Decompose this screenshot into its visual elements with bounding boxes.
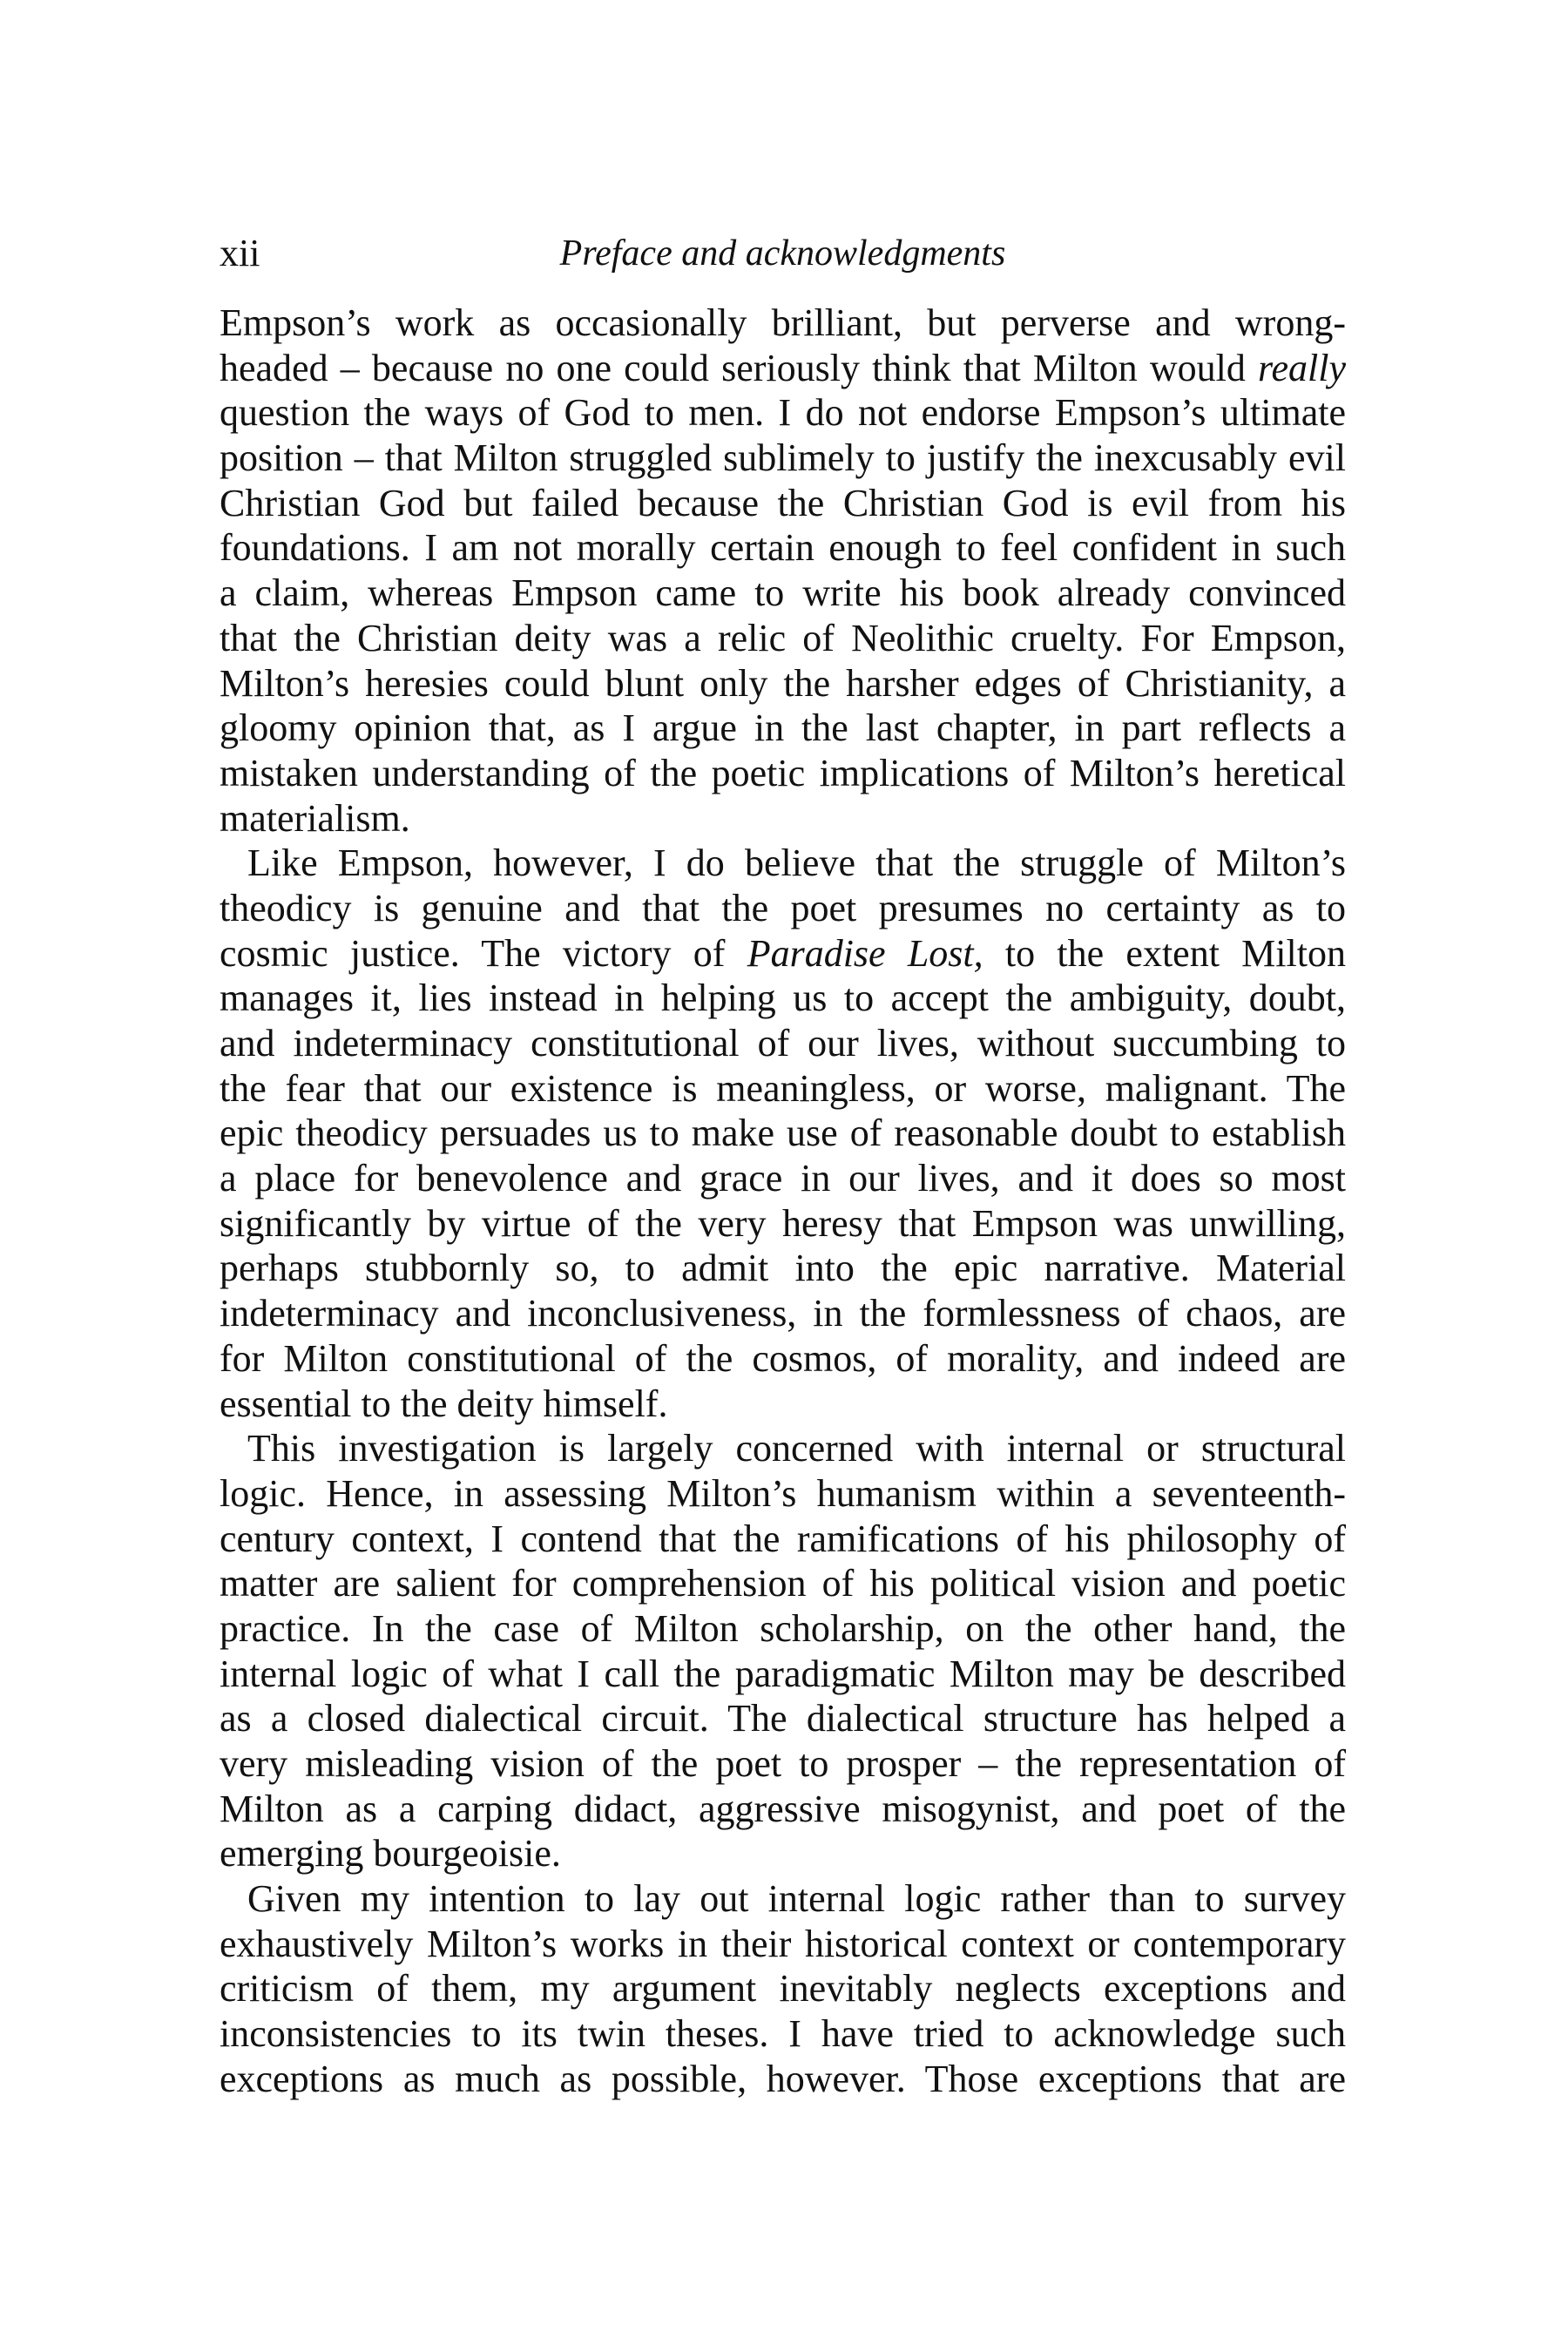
text-line: [220, 751, 1346, 796]
text-run: that the Christian deity was a relic of Neolithic cruelty. For Empson,: [220, 616, 1346, 659]
text-line: [220, 1922, 1346, 1967]
text-line: [220, 1291, 1346, 1336]
text-run: the fear that our existence is meaningless, or worse, malignant. The: [220, 1066, 1346, 1110]
text-line: [220, 525, 1346, 571]
text-line: [220, 1111, 1346, 1156]
text-run: a place for benevolence and grace in our lives, and it does so most: [220, 1157, 1346, 1200]
text-line: [220, 1336, 1346, 1382]
text-run: criticism of them, my argument inevitably neglects exceptions and: [220, 1967, 1346, 2011]
text-run: cosmic justice. The victory of: [220, 931, 747, 975]
text-run: foundations. I am not morally certain enough to feel confident in such: [220, 526, 1346, 570]
text-line: [220, 2057, 1346, 2102]
text-line: [220, 301, 1346, 346]
text-run: logic. Hence, in assessing Milton’s humanism within a seventeenth-: [220, 1471, 1346, 1515]
text-run: very misleading vision of the poet to prosper – the representation of: [220, 1742, 1346, 1785]
text-run: essential to the deity himself.: [220, 1382, 668, 1425]
text-run: as a closed dialectical circuit. The dialectical structure has helped a: [220, 1697, 1346, 1740]
text-line: [220, 481, 1346, 526]
text-line: [220, 346, 1346, 391]
text-run: for Milton constitutional of the cosmos, of morality, and indeed are: [220, 1336, 1346, 1380]
text-line: [220, 841, 1346, 886]
text-line: [220, 1471, 1346, 1517]
text-run: mistaken understanding of the poetic implications of Milton’s heretical: [220, 751, 1346, 794]
text-line: [220, 1876, 1346, 1922]
text-run: Christian God but failed because the Christian God is evil from his: [220, 481, 1346, 524]
text-run: and indeterminacy constitutional of our lives, without succumbing to: [220, 1022, 1346, 1064]
text-run: practice. In the case of Milton scholarship, on the other hand, the: [220, 1606, 1346, 1650]
text-run: Given my intention to lay out internal logic rather than to survey: [247, 1877, 1346, 1921]
text-line: [220, 1156, 1346, 1201]
text-line: [220, 1696, 1346, 1741]
text-line: [220, 1561, 1346, 1606]
text-line: [220, 1517, 1346, 1562]
text-run: position – that Milton struggled sublimely to justify the inexcusably evil: [220, 436, 1346, 480]
text-run: materialism.: [220, 796, 410, 840]
text-line: [220, 1787, 1346, 1832]
text-run: exhaustively Milton’s works in their historical context or contemporary: [220, 1922, 1346, 1965]
text-line: [220, 1652, 1346, 1697]
page-number: xii: [220, 232, 260, 274]
text-line: [220, 436, 1346, 481]
text-run: Empson’s work as occasionally brilliant, but perverse and wrong-: [220, 301, 1346, 344]
text-line: [220, 616, 1346, 661]
text-line: [220, 1741, 1346, 1787]
text-run: perhaps stubbornly so, to admit into the epic narrative. Material: [220, 1247, 1346, 1290]
body-text: [220, 301, 1346, 2102]
text-run: headed – because no one could seriously think that Milton would: [220, 346, 1258, 389]
text-line: [220, 1831, 1346, 1876]
text-run: This investigation is largely concerned with internal or structural: [247, 1427, 1346, 1470]
text-run: exceptions as much as possible, however. Those exceptions that are: [220, 2057, 1346, 2100]
text-line: [220, 1246, 1346, 1291]
text-line: [220, 1201, 1346, 1247]
italic-text: really: [1258, 346, 1346, 389]
text-line: [220, 796, 1346, 841]
text-run: theodicy is genuine and that the poet presumes no certainty as to: [220, 886, 1346, 929]
text-line: [220, 571, 1346, 616]
text-run: question the ways of God to men. I do not endorse Empson’s ultimate: [220, 391, 1346, 435]
text-run: manages it, lies instead in helping us to accept the ambiguity, doubt,: [220, 977, 1346, 1020]
text-run: a claim, whereas Empson came to write his book already convinced: [220, 571, 1346, 615]
text-run: internal logic of what I call the paradigmatic Milton may be described: [220, 1652, 1346, 1695]
text-run: to the extent Milton: [983, 931, 1346, 975]
text-run: significantly by virtue of the very heresy that Empson was unwilling,: [220, 1201, 1346, 1245]
text-line: [220, 931, 1346, 977]
text-run: matter are salient for comprehension of his political vision and poetic: [220, 1562, 1346, 1605]
text-line: [220, 976, 1346, 1021]
text-line: [220, 886, 1346, 931]
text-line: [220, 1606, 1346, 1652]
text-line: [220, 1426, 1346, 1471]
text-run: gloomy opinion that, as I argue in the last chapter, in part reflects a: [220, 706, 1346, 750]
text-run: epic theodicy persuades us to make use of reasonable doubt to establish: [220, 1112, 1346, 1155]
text-line: [220, 2011, 1346, 2057]
text-line: [220, 1021, 1346, 1066]
running-head-title: Preface and acknowledgments: [559, 233, 1006, 274]
text-line: [220, 1382, 1346, 1427]
text-run: inconsistencies to its twin theses. I have tried to acknowledge such: [220, 2012, 1346, 2056]
text-run: century context, I contend that the ramifications of his philosophy of: [220, 1517, 1346, 1560]
text-run: indeterminacy and inconclusiveness, in the formlessness of chaos, are: [220, 1292, 1346, 1335]
text-line: [220, 1966, 1346, 2011]
text-run: Milton’s heresies could blunt only the harsher edges of Christianity, a: [220, 661, 1346, 705]
text-run: Milton as a carping didact, aggressive misogynist, and poet of the: [220, 1787, 1346, 1830]
text-run: emerging bourgeoisie.: [220, 1832, 561, 1876]
text-line: [220, 390, 1346, 436]
italic-text: Paradise Lost,: [747, 931, 983, 975]
text-line: [220, 1066, 1346, 1112]
text-line: [220, 661, 1346, 706]
text-line: [220, 706, 1346, 751]
text-run: Like Empson, however, I do believe that the struggle of Milton’s: [247, 841, 1346, 885]
